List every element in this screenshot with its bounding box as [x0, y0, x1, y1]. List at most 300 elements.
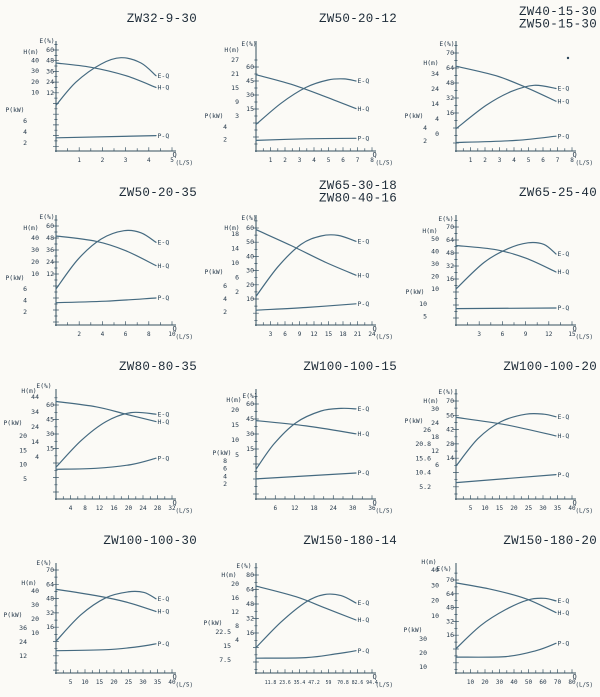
curve-label-h-q: H-Q [357, 104, 370, 113]
y-tick-label-h: 24 [31, 423, 39, 431]
y-tick-label-p: 2 [423, 137, 427, 145]
y-tick-label-h: 10 [31, 88, 39, 97]
chart-title: ZW65-30-18 [318, 179, 397, 193]
x-tick-label: 18 [339, 331, 347, 338]
y-tick-label-e: 64 [46, 580, 54, 589]
x-tick-label: 2 [100, 157, 105, 164]
x-tick-label: 5 [326, 157, 331, 164]
y-tick-label-h: 50 [431, 235, 439, 243]
x-tick-label: 30 [349, 505, 357, 512]
x-tick-label: 47.2 [308, 681, 320, 686]
x-tick-label: 20 [110, 679, 118, 686]
chart-canvas [0, 175, 200, 349]
x-tick-label: 6 [341, 157, 345, 164]
y-tick-label-h: 27 [231, 56, 239, 64]
y-tick-label-h: 24 [431, 85, 439, 93]
y-tick-label-h: 10 [31, 629, 39, 637]
chart-title: ZW65-25-40 [518, 186, 597, 200]
tick-marks [53, 220, 172, 325]
y-tick-label-e: 64 [246, 585, 254, 594]
x-tick-label: 20 [481, 679, 489, 686]
tick-marks [453, 573, 572, 673]
y-tick-label-p: 5 [423, 312, 427, 321]
x-tick-label: 4 [68, 505, 73, 512]
curve-e-q [56, 230, 156, 289]
q-axis-label: Q [572, 499, 577, 507]
q-axis-label: Q [572, 151, 577, 159]
y-tick-label-e: 70 [446, 576, 454, 584]
pump-chart-zw80-80-35 [0, 349, 200, 523]
q-axis-label: Q [372, 151, 377, 159]
curve-label-e-q: E-Q [157, 71, 170, 80]
curve-label-p-q: P-Q [357, 646, 370, 655]
y-tick-label-p: 6 [223, 464, 227, 473]
y-tick-label-p: 2 [23, 139, 27, 147]
y-tick-label-p: 22.5 [215, 628, 231, 636]
x-tick-label: 40 [168, 679, 176, 686]
y-tick-label-p: 15 [19, 446, 27, 455]
curve-label-h-q: H-Q [157, 417, 170, 426]
y-tick-label-e: 28 [446, 439, 454, 448]
pump-chart-zw100-100-15 [200, 349, 400, 523]
curve-p-q [456, 136, 556, 142]
x-unit-label: (L/S) [575, 334, 593, 341]
chart-canvas [400, 1, 600, 175]
chart-canvas [400, 349, 600, 523]
x-tick-label: 7 [355, 157, 360, 164]
y-tick-label-h: 4 [235, 636, 239, 644]
x-unit-label: (L/S) [175, 160, 193, 167]
curve-label-e-q: E-Q [157, 595, 170, 603]
y-tick-label-h: 0 [435, 130, 439, 138]
y-tick-label-e: 70 [446, 223, 454, 231]
y-tick-label-e: 64 [446, 589, 454, 598]
axis-header-h: H(m) [23, 225, 39, 232]
y-tick-label-e: 14 [446, 454, 454, 463]
axis-header-h: H(m) [422, 228, 438, 235]
chart-title: ZW80-80-35 [118, 360, 197, 374]
curve-label-h-q: H-Q [557, 97, 570, 106]
x-tick-label: 7 [555, 157, 560, 164]
y-tick-label-h: 5 [235, 451, 239, 459]
y-tick-label-e: 48 [46, 56, 54, 65]
q-axis-label: Q [172, 673, 177, 681]
axis-header-p: P(kW) [3, 420, 23, 427]
axis-header-h: H(m) [224, 225, 240, 232]
y-tick-label-p: 4 [223, 295, 227, 303]
curve-h-q [256, 75, 356, 109]
x-tick-label: 18 [310, 505, 318, 512]
y-tick-label-p: 15 [223, 642, 231, 650]
x-tick-label: 6 [541, 157, 545, 164]
x-unit-label: (L/S) [175, 682, 193, 689]
x-tick-label: 5 [170, 157, 174, 164]
x-unit-label: (L/S) [375, 682, 393, 689]
y-tick-label-e: 16 [46, 623, 54, 632]
curve-label-h-q: H-Q [557, 432, 570, 441]
y-tick-label-p: 10 [19, 460, 27, 469]
x-tick-label: 9 [523, 331, 528, 338]
curve-label-h-q: H-Q [557, 268, 570, 277]
x-tick-label: 24 [139, 505, 147, 512]
chart-title: ZW100-100-30 [103, 534, 197, 548]
tick-marks [53, 398, 172, 499]
axis-header-e: E(%) [438, 389, 454, 396]
axis-header-p: P(kW) [404, 113, 424, 120]
y-tick-label-h: 6 [235, 273, 239, 282]
y-tick-label-h: 20 [431, 596, 439, 605]
y-tick-label-e: 32 [446, 262, 454, 270]
chart-title: ZW100-100-15 [303, 360, 397, 374]
curve-label-p-q: P-Q [357, 300, 370, 308]
y-tick-label-h: 6 [435, 461, 439, 469]
y-tick-label-p: 4 [223, 123, 227, 131]
x-tick-label: 5 [526, 157, 531, 164]
y-tick-label-h: 20 [31, 258, 39, 266]
x-tick-label: 4 [512, 157, 516, 164]
axis-header-h: H(m) [21, 580, 37, 587]
chart-title: ZW40-15-30 [518, 5, 597, 19]
y-tick-label-e: 45 [246, 415, 254, 423]
x-tick-label: 10 [466, 679, 475, 686]
y-tick-label-h: 30 [31, 601, 39, 609]
x-tick-label: 20 [124, 505, 133, 512]
x-tick-label: 11.8 [264, 681, 277, 686]
x-tick-label: 15 [568, 331, 576, 338]
y-tick-label-e: 48 [446, 79, 454, 87]
y-tick-label-e: 45 [46, 415, 54, 424]
y-tick-label-e: 30 [246, 430, 254, 438]
y-tick-label-e: 60 [46, 401, 54, 409]
y-tick-label-h: 14 [231, 244, 239, 253]
x-tick-label: 20 [510, 505, 518, 512]
axis-header-p: P(kW) [203, 620, 223, 627]
y-tick-label-h: 10 [431, 611, 439, 620]
y-tick-label-e: 60 [246, 400, 254, 408]
curve-p-q [456, 308, 556, 309]
axis-header-e: E(%) [36, 383, 52, 390]
x-tick-label: 12 [310, 331, 318, 338]
curve-label-h-q: H-Q [557, 608, 570, 617]
y-tick-label-h: 14 [431, 100, 439, 108]
y-tick-label-h: 15 [231, 84, 239, 92]
y-tick-label-e: 12 [46, 270, 54, 278]
y-tick-label-p: 10.4 [415, 468, 431, 477]
y-tick-label-e: 50 [246, 238, 254, 247]
curve-e-q [256, 79, 356, 125]
y-tick-label-h: 8 [235, 622, 239, 630]
y-tick-label-e: 32 [446, 94, 454, 102]
x-unit-label: (L/S) [375, 508, 393, 515]
y-tick-label-e: 48 [46, 594, 54, 603]
x-tick-label: 6 [273, 505, 278, 512]
x-unit-label: (L/S) [575, 508, 593, 515]
x-unit-label: (L/S) [175, 508, 193, 515]
y-tick-label-h: 30 [431, 581, 439, 590]
x-tick-label: 12 [95, 505, 104, 512]
x-tick-label: 10 [481, 505, 489, 512]
tick-marks [453, 46, 572, 152]
axis-header-h: H(m) [421, 559, 437, 566]
chart-canvas [400, 523, 600, 697]
x-tick-label: 60 [539, 679, 547, 686]
x-tick-label: 15 [95, 679, 104, 686]
x-tick-label: 5 [68, 679, 73, 686]
y-tick-label-p: 12 [19, 652, 27, 660]
q-axis-label: Q [572, 673, 577, 681]
y-tick-label-h: 30 [431, 260, 439, 268]
y-tick-label-p: 4 [223, 472, 227, 481]
pump-chart-zw65-25-40 [400, 175, 600, 349]
axis-header-h: H(m) [23, 49, 39, 56]
x-unit-label: (L/S) [375, 160, 393, 167]
x-tick-label: 25 [124, 679, 133, 686]
x-tick-label: 70 [553, 679, 562, 686]
y-tick-label-e: 70 [446, 397, 454, 405]
chart-title: ZW32-9-30 [126, 12, 197, 26]
x-unit-label: (L/S) [375, 334, 393, 341]
y-tick-label-h: 44 [31, 393, 39, 401]
pump-chart-zw65-30-18-zw80-40-16 [200, 175, 400, 349]
x-tick-label: 15 [324, 331, 333, 338]
y-tick-label-h: 2 [235, 288, 239, 296]
chart-title: ZW50-20-12 [318, 12, 397, 26]
curve-label-p-q: P-Q [357, 469, 370, 478]
axis-header-h: H(m) [226, 397, 242, 404]
y-tick-label-p: 4 [23, 296, 27, 305]
pump-chart-zw100-100-30 [0, 523, 200, 697]
curve-label-p-q: P-Q [157, 294, 170, 303]
q-axis-label: Q [372, 673, 377, 681]
x-tick-label: 8 [370, 157, 374, 164]
chart-canvas [400, 175, 600, 349]
curve-label-e-q: E-Q [557, 597, 570, 606]
curve-p-q [456, 475, 556, 483]
curve-label-e-q: E-Q [557, 84, 570, 93]
y-tick-label-h: 34 [431, 70, 439, 78]
curve-label-p-q: P-Q [557, 304, 570, 313]
curve-p-q [256, 304, 356, 310]
y-tick-label-p: 2 [23, 308, 27, 316]
y-tick-label-e: 24 [46, 258, 54, 266]
axis-header-p: P(kW) [212, 450, 232, 457]
curve-label-h-q: H-Q [357, 430, 370, 438]
y-tick-label-e: 64 [446, 64, 454, 72]
curve-p-q [56, 458, 156, 469]
y-tick-label-h: 30 [431, 405, 439, 413]
x-tick-label: 1 [468, 157, 473, 164]
x-tick-label: 1 [268, 157, 273, 164]
y-tick-label-e: 36 [46, 67, 54, 76]
curve-e-q [456, 414, 556, 467]
x-tick-label: 50 [524, 679, 533, 686]
y-tick-label-p: 10 [419, 663, 427, 671]
y-tick-label-h: 10 [431, 285, 439, 293]
axis-header-e: E(%) [36, 560, 52, 567]
x-tick-label: 82.6 [351, 681, 364, 686]
curve-h-q [56, 236, 156, 266]
x-tick-label: 35 [153, 679, 162, 686]
y-tick-label-h: 12 [431, 447, 439, 455]
x-tick-label: 1 [77, 157, 82, 164]
y-tick-label-e: 48 [246, 600, 254, 608]
pump-chart-zw150-180-20 [400, 523, 600, 697]
x-tick-label: 4 [146, 157, 151, 164]
y-tick-label-h: 20 [31, 615, 39, 623]
y-tick-label-e: 70 [446, 49, 454, 57]
curve-e-q [456, 242, 556, 289]
y-tick-label-h: 40 [31, 56, 39, 65]
x-tick-label: 3 [497, 157, 502, 164]
y-tick-label-p: 2 [223, 135, 227, 144]
y-tick-label-e: 16 [246, 629, 254, 637]
y-tick-label-e: 10 [246, 295, 254, 303]
x-tick-label: 16 [110, 505, 118, 512]
y-tick-label-p: 4 [23, 128, 27, 136]
x-tick-label: 24 [368, 331, 376, 338]
curve-label-e-q: E-Q [357, 237, 370, 246]
y-tick-label-e: 48 [446, 249, 454, 257]
y-tick-label-e: 30 [46, 430, 54, 438]
axis-header-e: E(%) [439, 41, 455, 48]
axis-header-h: H(m) [423, 398, 439, 405]
x-tick-label: 28 [153, 505, 162, 512]
y-tick-label-e: 16 [446, 275, 454, 283]
q-axis-label: Q [172, 499, 177, 507]
x-tick-label: 8 [570, 157, 574, 164]
chart-canvas [200, 1, 400, 175]
chart-canvas [200, 349, 400, 523]
y-tick-label-e: 60 [246, 224, 254, 232]
x-tick-label: 35 [553, 505, 562, 512]
y-tick-label-p: 5 [23, 474, 27, 483]
y-tick-label-h: 18 [231, 230, 239, 238]
x-tick-label: 2 [283, 157, 287, 164]
y-tick-label-p: 4 [423, 124, 427, 132]
x-tick-label: 30 [539, 505, 547, 512]
axis-header-e: E(%) [242, 393, 258, 400]
y-tick-label-e: 48 [46, 234, 54, 242]
y-tick-label-p: 24 [19, 638, 27, 646]
y-tick-label-e: 56 [446, 411, 454, 420]
q-axis-label: Q [572, 325, 577, 333]
y-tick-label-p: 30 [419, 635, 427, 643]
x-tick-label: 9 [297, 331, 302, 338]
y-tick-label-e: 30 [246, 91, 254, 99]
curve-label-h-q: H-Q [357, 616, 370, 625]
y-tick-label-e: 32 [446, 617, 454, 626]
curve-label-h-q: H-Q [157, 83, 170, 92]
tick-marks [53, 570, 172, 673]
axis-header-e: E(%) [39, 214, 55, 221]
x-tick-label: 8 [146, 331, 151, 338]
curve-label-e-q: E-Q [157, 410, 170, 419]
axis-header-e: E(%) [241, 41, 257, 48]
curve-label-e-q: E-Q [357, 599, 370, 608]
tick-marks [453, 221, 572, 326]
q-axis-label: Q [372, 499, 377, 507]
y-tick-label-p: 7.5 [219, 656, 231, 664]
y-tick-label-p: 6 [23, 117, 27, 125]
curve-label-p-q: P-Q [557, 639, 570, 648]
y-tick-label-h: 10 [31, 270, 39, 278]
y-tick-label-h: 3 [235, 112, 239, 120]
q-axis-label: Q [172, 325, 177, 333]
curve-label-h-q: H-Q [157, 261, 170, 270]
curve-e-q [256, 594, 356, 648]
y-tick-label-h: 20 [231, 406, 239, 414]
y-tick-label-p: 6 [23, 285, 27, 293]
x-tick-label: 12 [291, 505, 299, 512]
pump-chart-zw150-180-14 [200, 523, 400, 697]
curve-e-q [56, 591, 156, 641]
chart-canvas [200, 175, 400, 349]
y-tick-label-h: 15 [231, 421, 239, 429]
y-tick-label-e: 12 [46, 88, 54, 97]
x-tick-label: 6 [123, 331, 128, 338]
axes-lines [55, 215, 176, 326]
y-tick-label-h: 40 [431, 566, 439, 574]
y-tick-label-h: 14 [31, 438, 39, 446]
curve-h-q [56, 63, 156, 87]
x-tick-label: 32 [168, 505, 176, 512]
curve-label-e-q: E-Q [157, 238, 170, 247]
axes-lines [55, 389, 176, 500]
y-tick-label-h: 9 [235, 98, 239, 106]
curve-e-q [456, 85, 556, 128]
x-tick-label: 3 [297, 157, 302, 164]
chart-title: ZW80-40-16 [318, 191, 397, 206]
x-tick-label: 8 [83, 505, 87, 512]
x-tick-label: 80 [568, 679, 576, 686]
y-tick-label-p: 15.6 [415, 454, 431, 463]
y-tick-label-p: 8 [223, 457, 227, 465]
y-tick-label-e: 40 [246, 252, 254, 261]
y-tick-label-h: 40 [431, 247, 439, 256]
y-tick-label-e: 42 [446, 425, 454, 434]
x-tick-label: 94.4 [366, 681, 378, 686]
q-axis-label: Q [172, 151, 177, 159]
y-tick-label-e: 36 [46, 246, 54, 254]
x-tick-label: 36 [368, 505, 376, 512]
y-tick-label-e: 45 [246, 77, 254, 85]
pump-chart-zw50-20-35 [0, 175, 200, 349]
x-unit-label: (L/S) [175, 334, 193, 341]
tick-marks [53, 45, 172, 151]
y-tick-label-h: 18 [431, 433, 439, 441]
y-tick-label-h: 4 [35, 453, 39, 461]
y-tick-label-p: 26 [423, 426, 431, 434]
y-tick-label-p: 10 [419, 300, 427, 308]
chart-title: ZW100-100-20 [503, 360, 597, 374]
curve-h-q [456, 66, 556, 101]
chart-title: ZW150-180-20 [503, 534, 597, 548]
curve-label-h-q: H-Q [357, 271, 370, 280]
x-tick-label: 5 [468, 505, 473, 512]
axis-header-h: H(m) [21, 388, 37, 395]
y-tick-label-e: 80 [246, 571, 254, 579]
x-tick-label: 3 [268, 331, 273, 338]
pump-chart-zw100-100-20 [400, 349, 600, 523]
curve-label-p-q: P-Q [157, 640, 170, 648]
q-axis-label: Q [372, 325, 377, 333]
curve-e-q [256, 235, 356, 297]
y-tick-label-h: 4 [435, 115, 439, 123]
y-tick-label-e: 60 [46, 46, 54, 54]
curve-h-q [56, 402, 156, 422]
curve-h-q [56, 589, 156, 611]
y-tick-label-p: 20 [419, 649, 427, 657]
